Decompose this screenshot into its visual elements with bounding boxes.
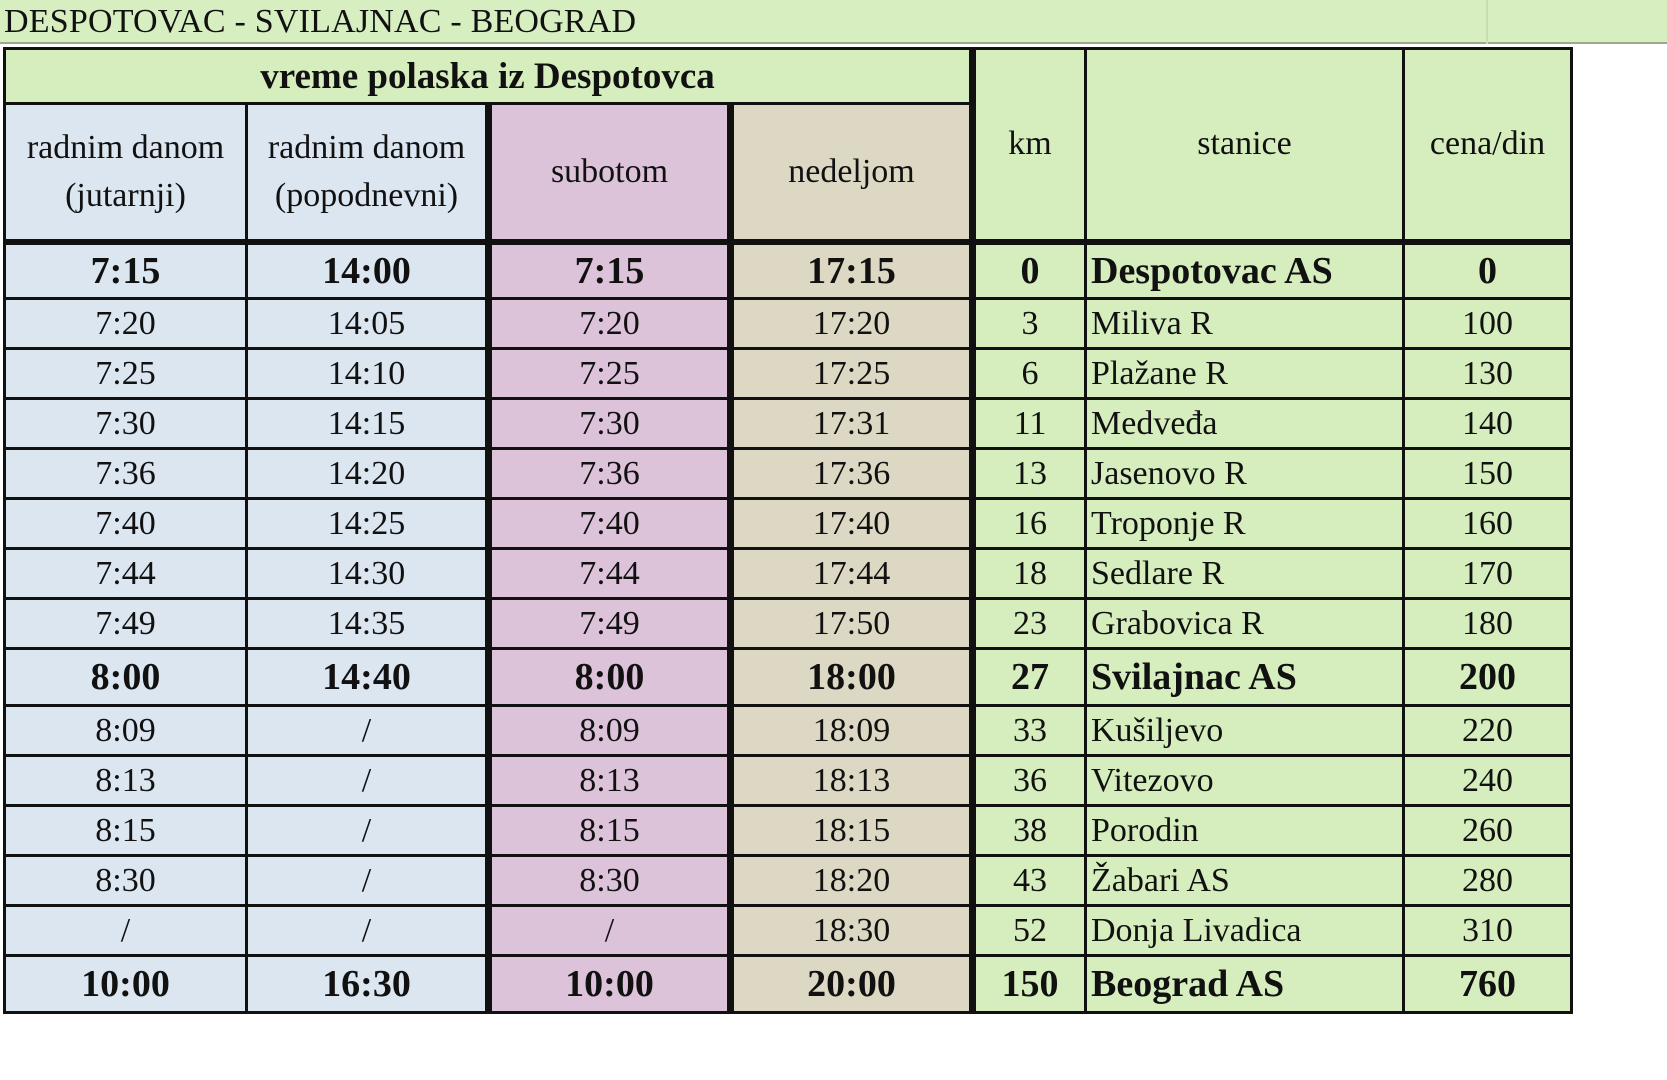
cell-price: 260 <box>1404 806 1572 856</box>
cell-weekday-morning: 8:30 <box>5 856 247 906</box>
table-row <box>5 499 1572 549</box>
cell-weekday-morning: / <box>5 906 247 956</box>
cell-station: Svilajnac AS <box>1086 649 1404 706</box>
cell-station: Plažane R <box>1086 349 1404 399</box>
cell-weekday-morning: 8:09 <box>5 706 247 756</box>
cell-station: Grabovica R <box>1086 599 1404 649</box>
cell-sunday: 17:31 <box>731 399 973 449</box>
cell-station: Jasenovo R <box>1086 449 1404 499</box>
cell-sunday: 17:20 <box>731 299 973 349</box>
cell-saturday: 7:30 <box>489 399 731 449</box>
col-header-weekday-afternoon <box>247 104 489 242</box>
cell-weekday-afternoon: / <box>247 856 489 906</box>
cell-sunday: 18:00 <box>731 649 973 706</box>
cell-price: 200 <box>1404 649 1572 706</box>
cell-weekday-morning: 7:20 <box>5 299 247 349</box>
cell-weekday-afternoon: 14:25 <box>247 499 489 549</box>
cell-km: 38 <box>973 806 1086 856</box>
table-row <box>5 549 1572 599</box>
cell-km: 11 <box>973 399 1086 449</box>
table-row <box>5 856 1572 906</box>
cell-price: 130 <box>1404 349 1572 399</box>
cell-saturday: / <box>489 906 731 956</box>
cell-station: Troponje R <box>1086 499 1404 549</box>
cell-weekday-morning: 7:15 <box>5 242 247 299</box>
cell-weekday-afternoon: 14:30 <box>247 549 489 599</box>
cell-weekday-afternoon: 14:10 <box>247 349 489 399</box>
cell-km: 43 <box>973 856 1086 906</box>
cell-sunday: 17:50 <box>731 599 973 649</box>
cell-sunday: 18:30 <box>731 906 973 956</box>
table-row <box>5 349 1572 399</box>
cell-weekday-morning: 7:40 <box>5 499 247 549</box>
cell-weekday-morning: 7:25 <box>5 349 247 399</box>
title-divider <box>1486 0 1488 44</box>
cell-sunday: 17:25 <box>731 349 973 399</box>
cell-sunday: 18:09 <box>731 706 973 756</box>
cell-station: Žabari AS <box>1086 856 1404 906</box>
col-header-weekday-morning <box>5 104 247 242</box>
cell-weekday-morning: 8:15 <box>5 806 247 856</box>
cell-weekday-afternoon: / <box>247 906 489 956</box>
table-row <box>5 649 1572 706</box>
cell-station: Despotovac AS <box>1086 242 1404 299</box>
cell-weekday-afternoon: 14:15 <box>247 399 489 449</box>
cell-price: 310 <box>1404 906 1572 956</box>
cell-saturday: 7:20 <box>489 299 731 349</box>
cell-km: 16 <box>973 499 1086 549</box>
cell-saturday: 10:00 <box>489 956 731 1013</box>
cell-saturday: 7:15 <box>489 242 731 299</box>
section-header: vreme polaska iz Despotovca <box>5 49 973 104</box>
table-row <box>5 299 1572 349</box>
header-row-section <box>5 49 1572 104</box>
cell-station: Beograd AS <box>1086 956 1404 1013</box>
cell-sunday: 17:40 <box>731 499 973 549</box>
cell-km: 0 <box>973 242 1086 299</box>
col-header-km: km <box>973 49 1086 242</box>
col-header-price: cena/din <box>1404 49 1572 242</box>
table-row <box>5 806 1572 856</box>
cell-weekday-afternoon: / <box>247 806 489 856</box>
cell-km: 6 <box>973 349 1086 399</box>
cell-price: 240 <box>1404 756 1572 806</box>
cell-saturday: 7:49 <box>489 599 731 649</box>
cell-sunday: 17:44 <box>731 549 973 599</box>
cell-saturday: 7:36 <box>489 449 731 499</box>
cell-price: 760 <box>1404 956 1572 1013</box>
table-row <box>5 242 1572 299</box>
cell-price: 170 <box>1404 549 1572 599</box>
timetable <box>3 47 1573 1014</box>
table-row <box>5 906 1572 956</box>
cell-km: 33 <box>973 706 1086 756</box>
cell-weekday-afternoon: 14:20 <box>247 449 489 499</box>
cell-price: 160 <box>1404 499 1572 549</box>
col-header-sunday: nedeljom <box>731 104 973 242</box>
cell-saturday: 8:15 <box>489 806 731 856</box>
cell-price: 180 <box>1404 599 1572 649</box>
cell-saturday: 8:09 <box>489 706 731 756</box>
cell-saturday: 7:40 <box>489 499 731 549</box>
cell-weekday-afternoon: / <box>247 706 489 756</box>
col-header-weekday-afternoon-line2: (popodnevni) <box>274 176 459 214</box>
cell-weekday-morning: 8:00 <box>5 649 247 706</box>
cell-weekday-morning: 7:36 <box>5 449 247 499</box>
table-row <box>5 756 1572 806</box>
col-header-weekday-morning-line2: (jutarnji) <box>65 176 186 214</box>
cell-price: 100 <box>1404 299 1572 349</box>
cell-saturday: 7:44 <box>489 549 731 599</box>
cell-sunday: 18:20 <box>731 856 973 906</box>
cell-weekday-morning: 7:49 <box>5 599 247 649</box>
cell-km: 52 <box>973 906 1086 956</box>
cell-weekday-afternoon: 16:30 <box>247 956 489 1013</box>
cell-price: 220 <box>1404 706 1572 756</box>
table-row <box>5 599 1572 649</box>
cell-saturday: 8:00 <box>489 649 731 706</box>
cell-weekday-morning: 7:30 <box>5 399 247 449</box>
cell-km: 23 <box>973 599 1086 649</box>
cell-sunday: 17:15 <box>731 242 973 299</box>
cell-station: Medveđa <box>1086 399 1404 449</box>
cell-weekday-afternoon: / <box>247 756 489 806</box>
cell-weekday-morning: 8:13 <box>5 756 247 806</box>
cell-station: Donja Livadica <box>1086 906 1404 956</box>
cell-km: 27 <box>973 649 1086 706</box>
cell-weekday-afternoon: 14:05 <box>247 299 489 349</box>
cell-weekday-afternoon: 14:40 <box>247 649 489 706</box>
cell-sunday: 17:36 <box>731 449 973 499</box>
cell-km: 36 <box>973 756 1086 806</box>
table-row <box>5 399 1572 449</box>
cell-km: 13 <box>973 449 1086 499</box>
cell-km: 18 <box>973 549 1086 599</box>
cell-station: Porodin <box>1086 806 1404 856</box>
table-row <box>5 956 1572 1013</box>
col-header-stations: stanice <box>1086 49 1404 242</box>
cell-km: 3 <box>973 299 1086 349</box>
table-row <box>5 449 1572 499</box>
cell-km: 150 <box>973 956 1086 1013</box>
cell-sunday: 20:00 <box>731 956 973 1013</box>
cell-price: 280 <box>1404 856 1572 906</box>
cell-station: Sedlare R <box>1086 549 1404 599</box>
title-bar <box>0 0 1667 44</box>
cell-sunday: 18:13 <box>731 756 973 806</box>
cell-weekday-afternoon: 14:00 <box>247 242 489 299</box>
cell-station: Miliva R <box>1086 299 1404 349</box>
cell-price: 140 <box>1404 399 1572 449</box>
cell-saturday: 8:30 <box>489 856 731 906</box>
table-row <box>5 706 1572 756</box>
cell-price: 0 <box>1404 242 1572 299</box>
cell-saturday: 8:13 <box>489 756 731 806</box>
cell-station: Kušiljevo <box>1086 706 1404 756</box>
cell-price: 150 <box>1404 449 1572 499</box>
cell-saturday: 7:25 <box>489 349 731 399</box>
cell-weekday-morning: 10:00 <box>5 956 247 1013</box>
route-title: DESPOTOVAC - SVILAJNAC - BEOGRAD <box>4 3 637 40</box>
col-header-saturday: subotom <box>489 104 731 242</box>
cell-station: Vitezovo <box>1086 756 1404 806</box>
col-header-weekday-afternoon-line1: radnim danom <box>267 128 466 166</box>
cell-weekday-afternoon: 14:35 <box>247 599 489 649</box>
col-header-weekday-morning-line1: radnim danom <box>26 128 225 166</box>
cell-weekday-morning: 7:44 <box>5 549 247 599</box>
cell-sunday: 18:15 <box>731 806 973 856</box>
